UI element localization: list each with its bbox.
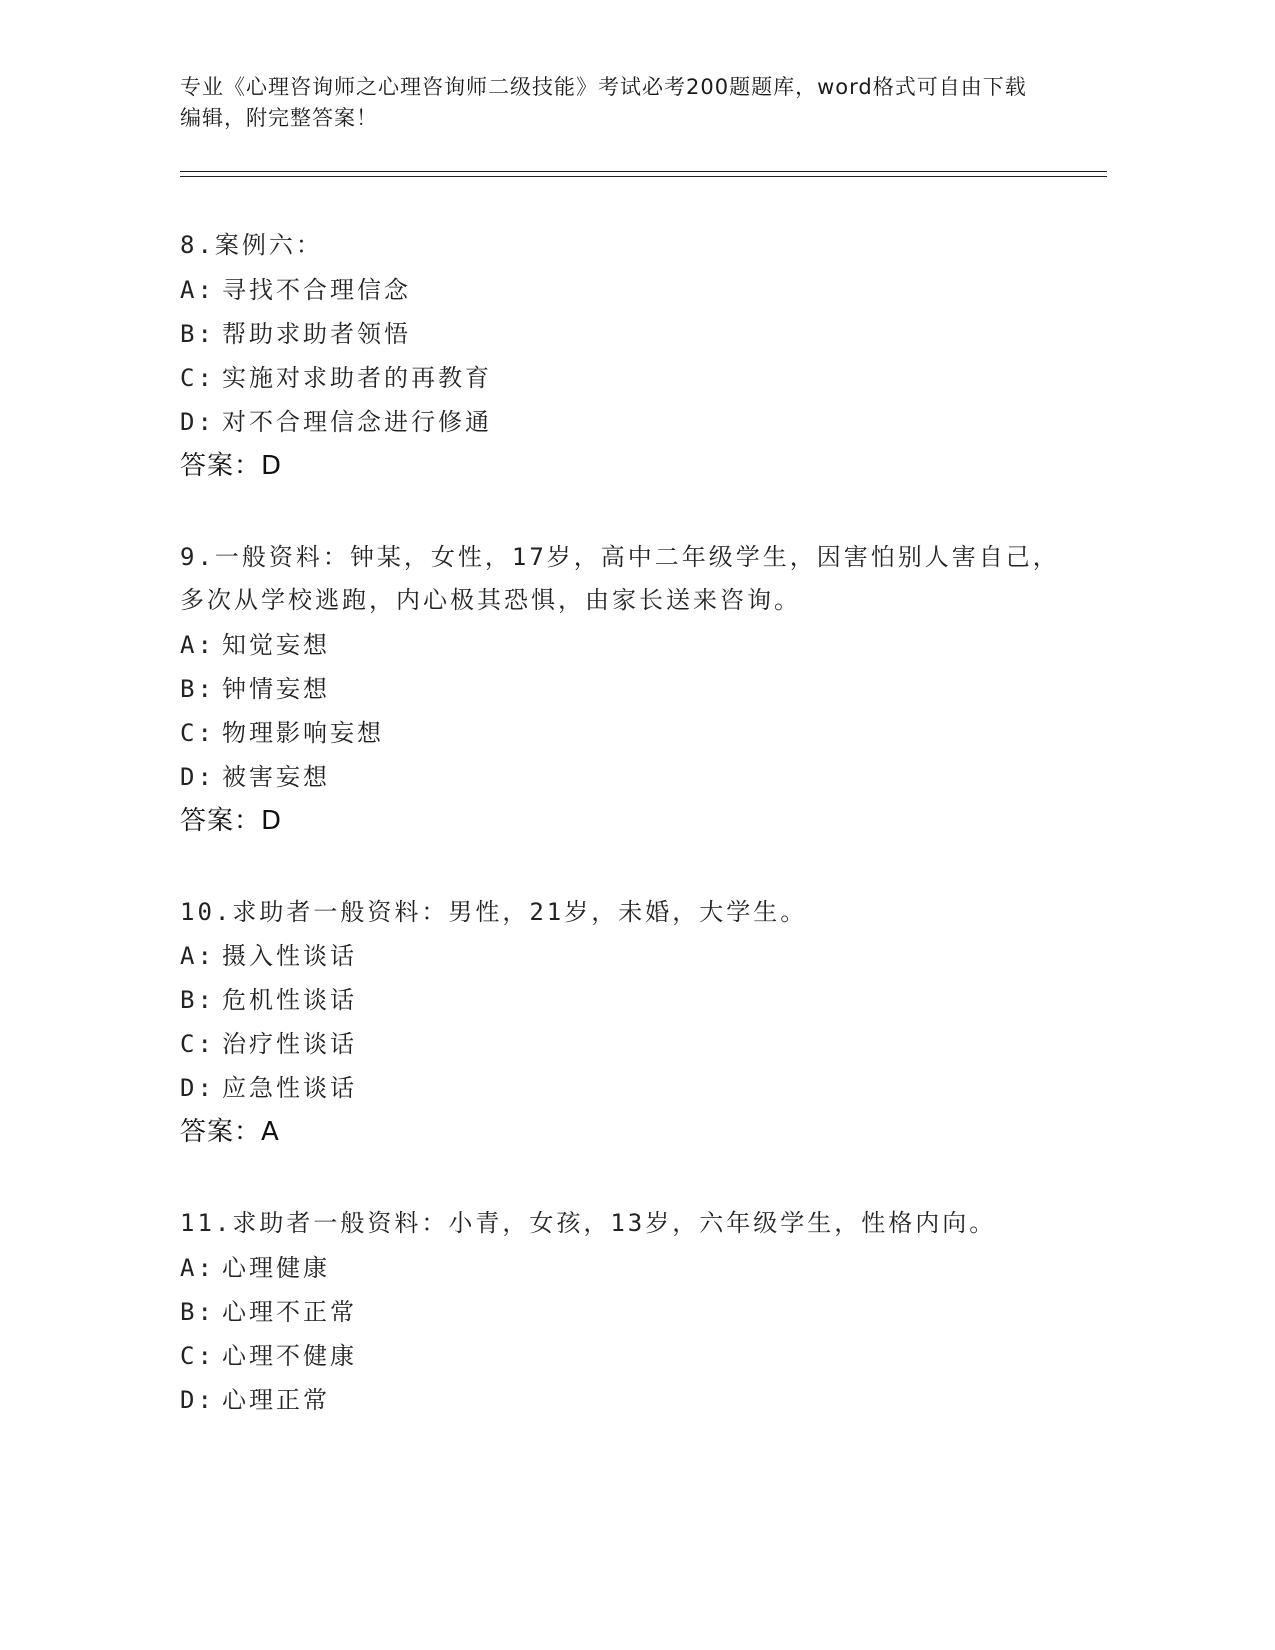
option-text: 帮助求助者领悟 (222, 319, 411, 348)
option-label: D: (180, 407, 215, 436)
option-a (180, 268, 1080, 312)
option-text: 被害妄想 (222, 762, 330, 791)
option-c (180, 711, 1080, 755)
option-text: 钟情妄想 (222, 674, 330, 703)
question-10 (180, 891, 1080, 1155)
option-a (180, 623, 1080, 667)
option-b (180, 1290, 1080, 1334)
option-text: 物理影响妄想 (222, 718, 384, 747)
option-text: 心理不正常 (222, 1297, 357, 1326)
option-text: 心理不健康 (222, 1341, 357, 1370)
option-d (180, 1378, 1080, 1422)
option-label: B: (180, 319, 215, 348)
document-header: 专业《心理咨询师之心理咨询师二级技能》考试必考200题题库，word格式可自由下载编辑，附完整答案！ (180, 75, 1027, 130)
option-c (180, 356, 1080, 400)
option-label: B: (180, 1297, 215, 1326)
option-a (180, 1246, 1080, 1290)
option-b (180, 312, 1080, 356)
option-text: 危机性谈话 (222, 986, 357, 1014)
option-label: C: (180, 363, 215, 392)
option-text: 心理健康 (222, 1253, 330, 1282)
option-text: 心理正常 (222, 1385, 330, 1414)
question-11 (180, 1202, 1080, 1422)
question-stem: 11.求助者一般资料：小青，女孩，13岁，六年级学生，性格内向。 (180, 1209, 997, 1237)
option-text: 知觉妄想 (222, 630, 330, 659)
option-b (180, 667, 1080, 711)
option-text: 摄入性谈话 (222, 942, 357, 970)
question-8 (180, 224, 1080, 488)
header-rule-bottom (180, 176, 1107, 177)
option-text: 寻找不合理信念 (222, 275, 411, 304)
option-label: C: (180, 1341, 215, 1370)
option-d (180, 1066, 1080, 1110)
option-label: D: (180, 762, 215, 791)
answer-line: 答案：D (180, 450, 283, 481)
answer-line: 答案：D (180, 805, 283, 836)
option-c (180, 1334, 1080, 1378)
option-b (180, 978, 1080, 1022)
option-label: A: (180, 1253, 215, 1282)
question-list (180, 224, 1080, 1470)
option-d (180, 755, 1080, 799)
option-label: D: (180, 1385, 215, 1414)
header-rule-top (180, 171, 1107, 172)
option-text: 实施对求助者的再教育 (222, 363, 492, 392)
question-stem: 10.求助者一般资料：男性，21岁，未婚，大学生。 (180, 897, 808, 926)
question-9 (180, 536, 1080, 843)
option-label: B: (180, 674, 215, 703)
option-c (180, 1022, 1080, 1066)
option-text: 对不合理信念进行修通 (222, 407, 492, 436)
option-text: 治疗性谈话 (222, 1030, 357, 1058)
option-label: A: (180, 942, 215, 970)
option-text: 应急性谈话 (222, 1074, 357, 1102)
option-label: C: (180, 718, 215, 747)
option-label: B: (180, 986, 215, 1014)
option-label: A: (180, 275, 215, 304)
option-label: D: (180, 1074, 215, 1102)
answer-line: 答案：A (180, 1117, 280, 1147)
option-label: A: (180, 630, 215, 659)
option-label: C: (180, 1030, 215, 1058)
question-stem: 9.一般资料：钟某，女性，17岁，高中二年级学生，因害怕别人害自己，多次从学校逃跑，内心极其恐惧，由家长送来咨询。 (180, 542, 1060, 614)
option-a (180, 934, 1080, 978)
question-stem: 8.案例六： (180, 231, 323, 259)
option-d (180, 400, 1080, 444)
